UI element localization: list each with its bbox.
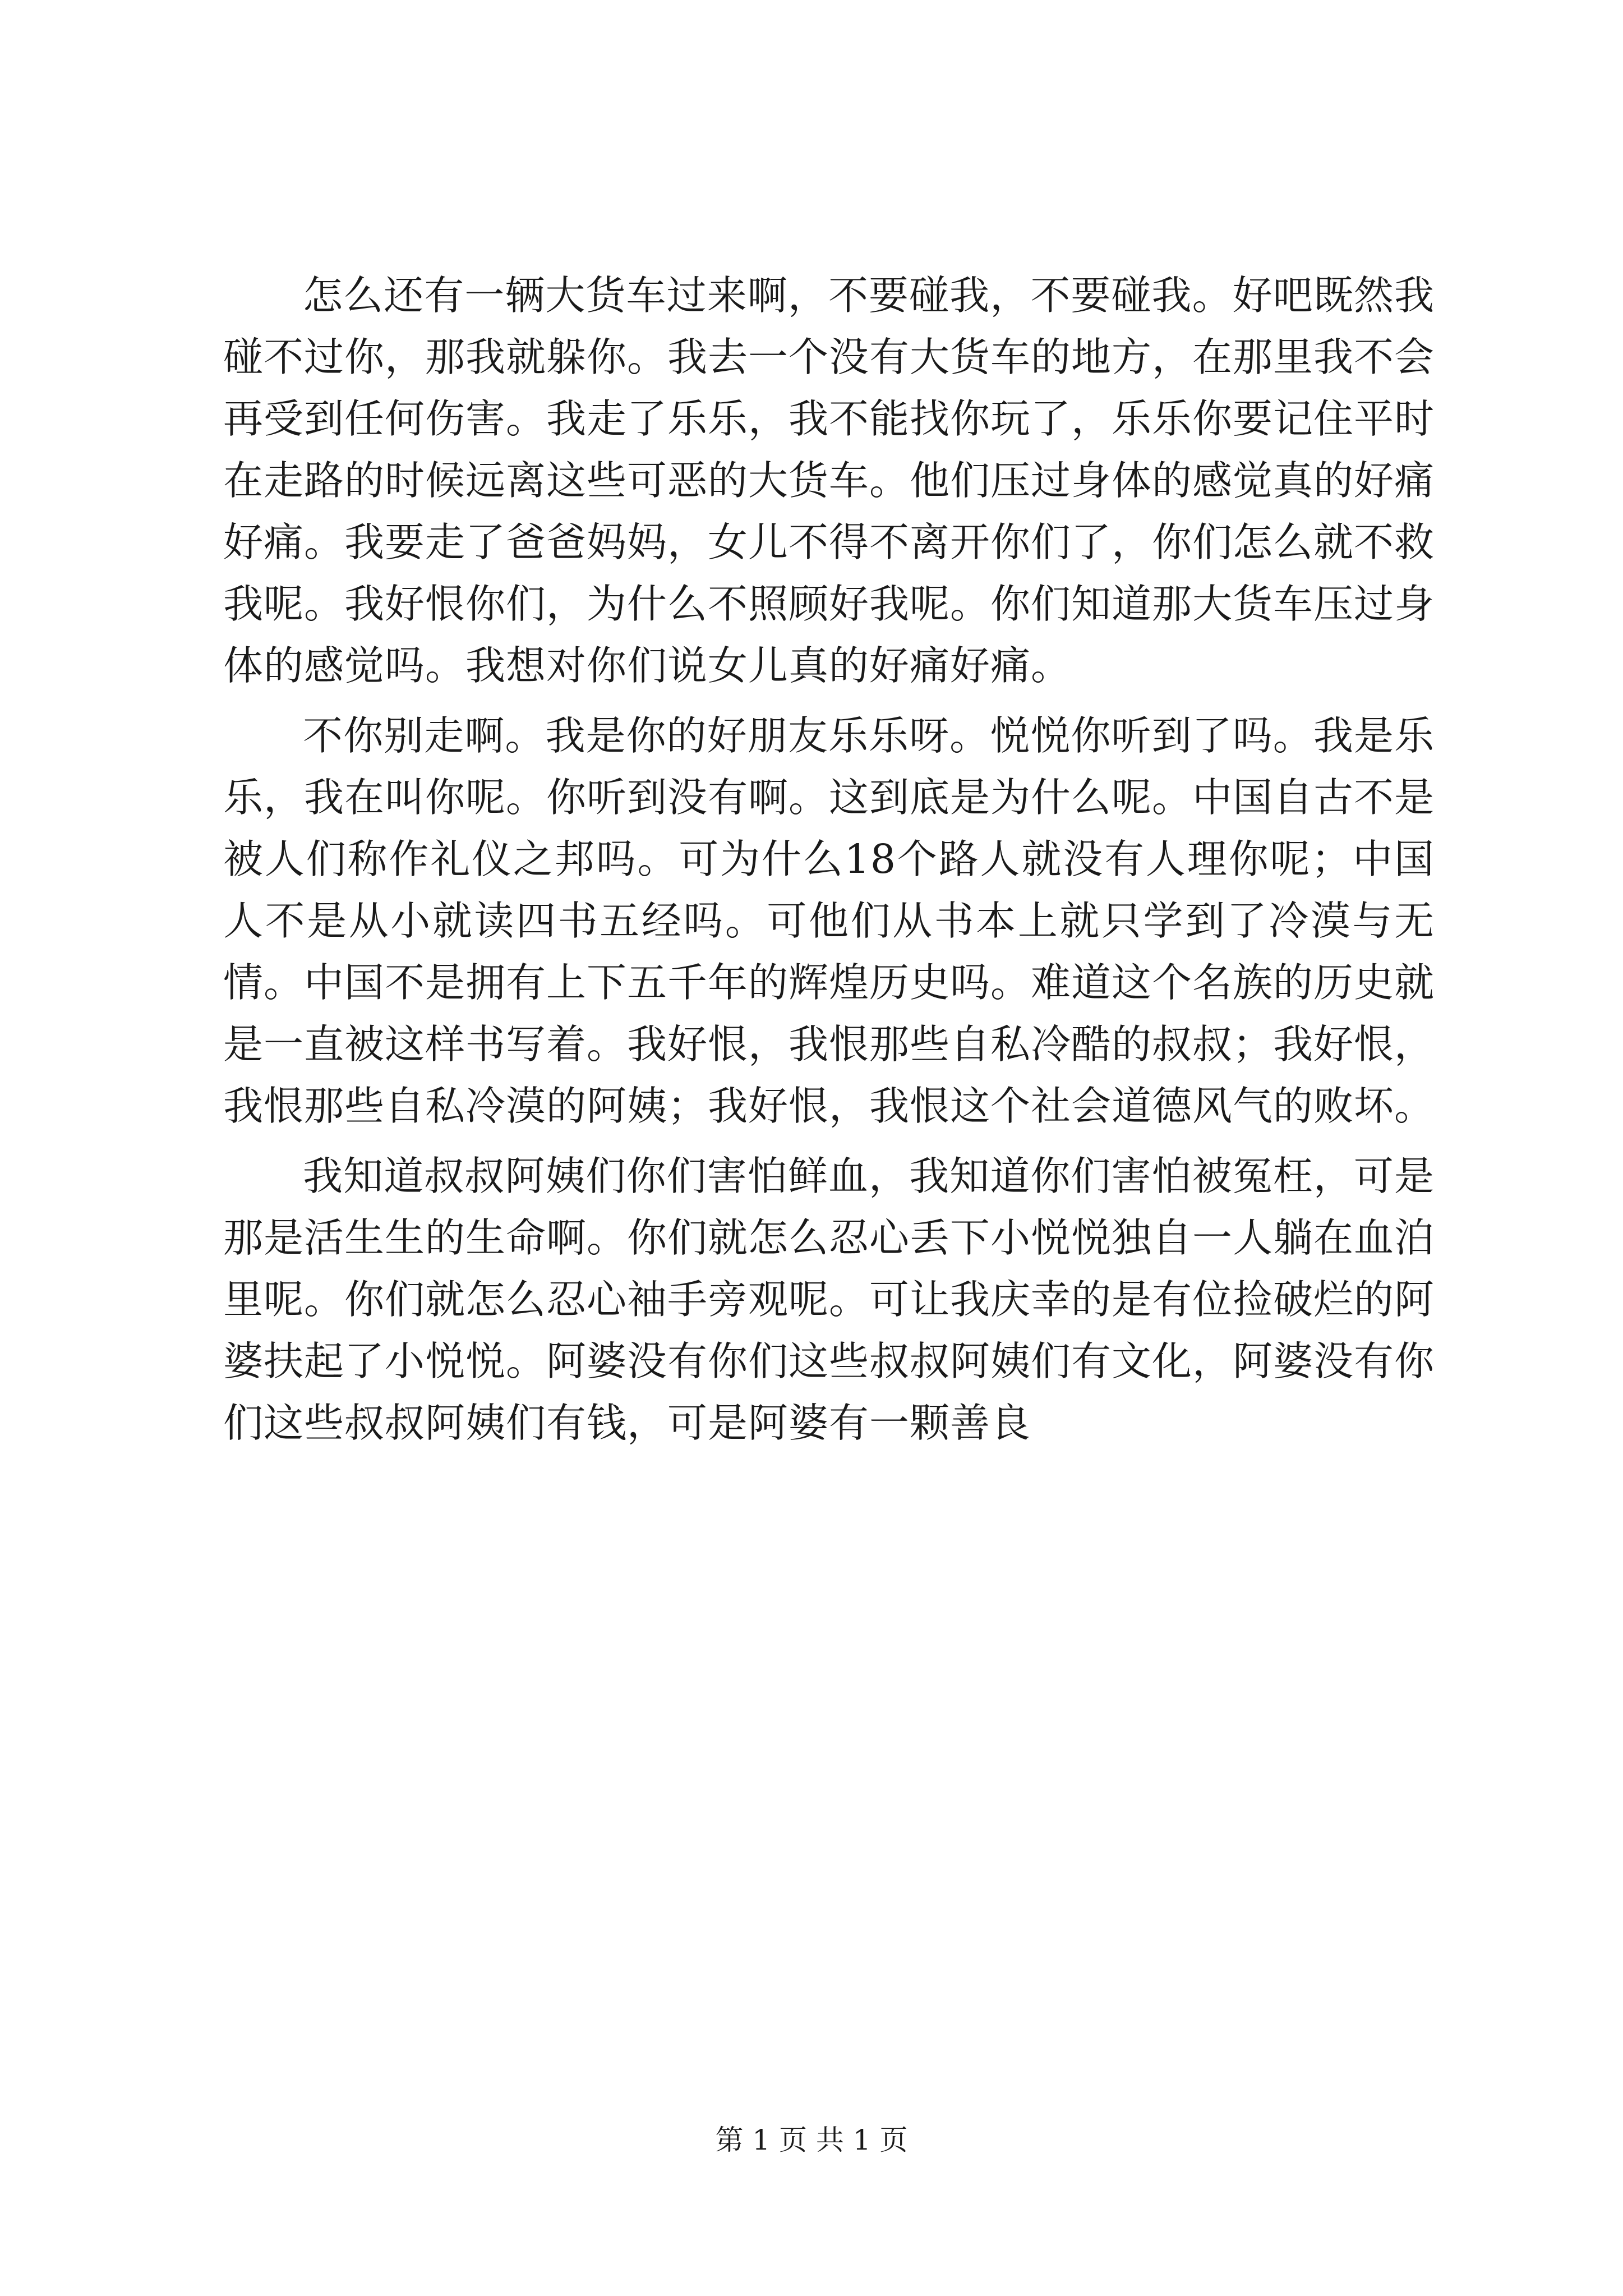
paragraph-2: 不你别走啊。我是你的好朋友乐乐呀。悦悦你听到了吗。我是乐乐，我在叫你呢。你听到没有啊。这到底是为什么呢。中国自古不是被人们称作礼仪之邦吗。可为什么18个路人就没有人理你呢；中国人不是从小就读四书五经吗。可他们从书本上就只学到了冷漠与无情。中国不是拥有上下五千年的辉煌历史吗。难道这个名族的历史就是一直被这样书写着。我好恨，我恨那些自私冷酷的叔叔；我好恨，我恨那些自私冷漠的阿姨；我好恨，我恨这个社会道德风气的败坏。 [223,712,1435,1129]
paragraph-3: 我知道叔叔阿姨们你们害怕鲜血，我知道你们害怕被冤枉，可是那是活生生的生命啊。你们就怎么忍心丢下小悦悦独自一人躺在血泊里呢。你们就怎么忍心袖手旁观呢。可让我庆幸的是有位捡破烂的阿婆扶起了小悦悦。阿婆没有你们这些叔叔阿姨们有文化，阿婆没有你们这些叔叔阿姨们有钱，可是阿婆有一颗善良 [223,1153,1435,1446]
document-body [223,265,1435,1462]
paragraph-1: 怎么还有一辆大货车过来啊，不要碰我，不要碰我。好吧既然我碰不过你，那我就躲你。我去一个没有大货车的地方，在那里我不会再受到任何伤害。我走了乐乐，我不能找你玩了，乐乐你要记住平时在走路的时候远离这些可恶的大货车。他们压过身体的感觉真的好痛好痛。我要走了爸爸妈妈，女儿不得不离开你们了，你们怎么就不救我呢。我好恨你们，为什么不照顾好我呢。你们知道那大货车压过身体的感觉吗。我想对你们说女儿真的好痛好痛。 [223,272,1435,689]
page-footer: 第 1 页 共 1 页 [715,2124,908,2156]
